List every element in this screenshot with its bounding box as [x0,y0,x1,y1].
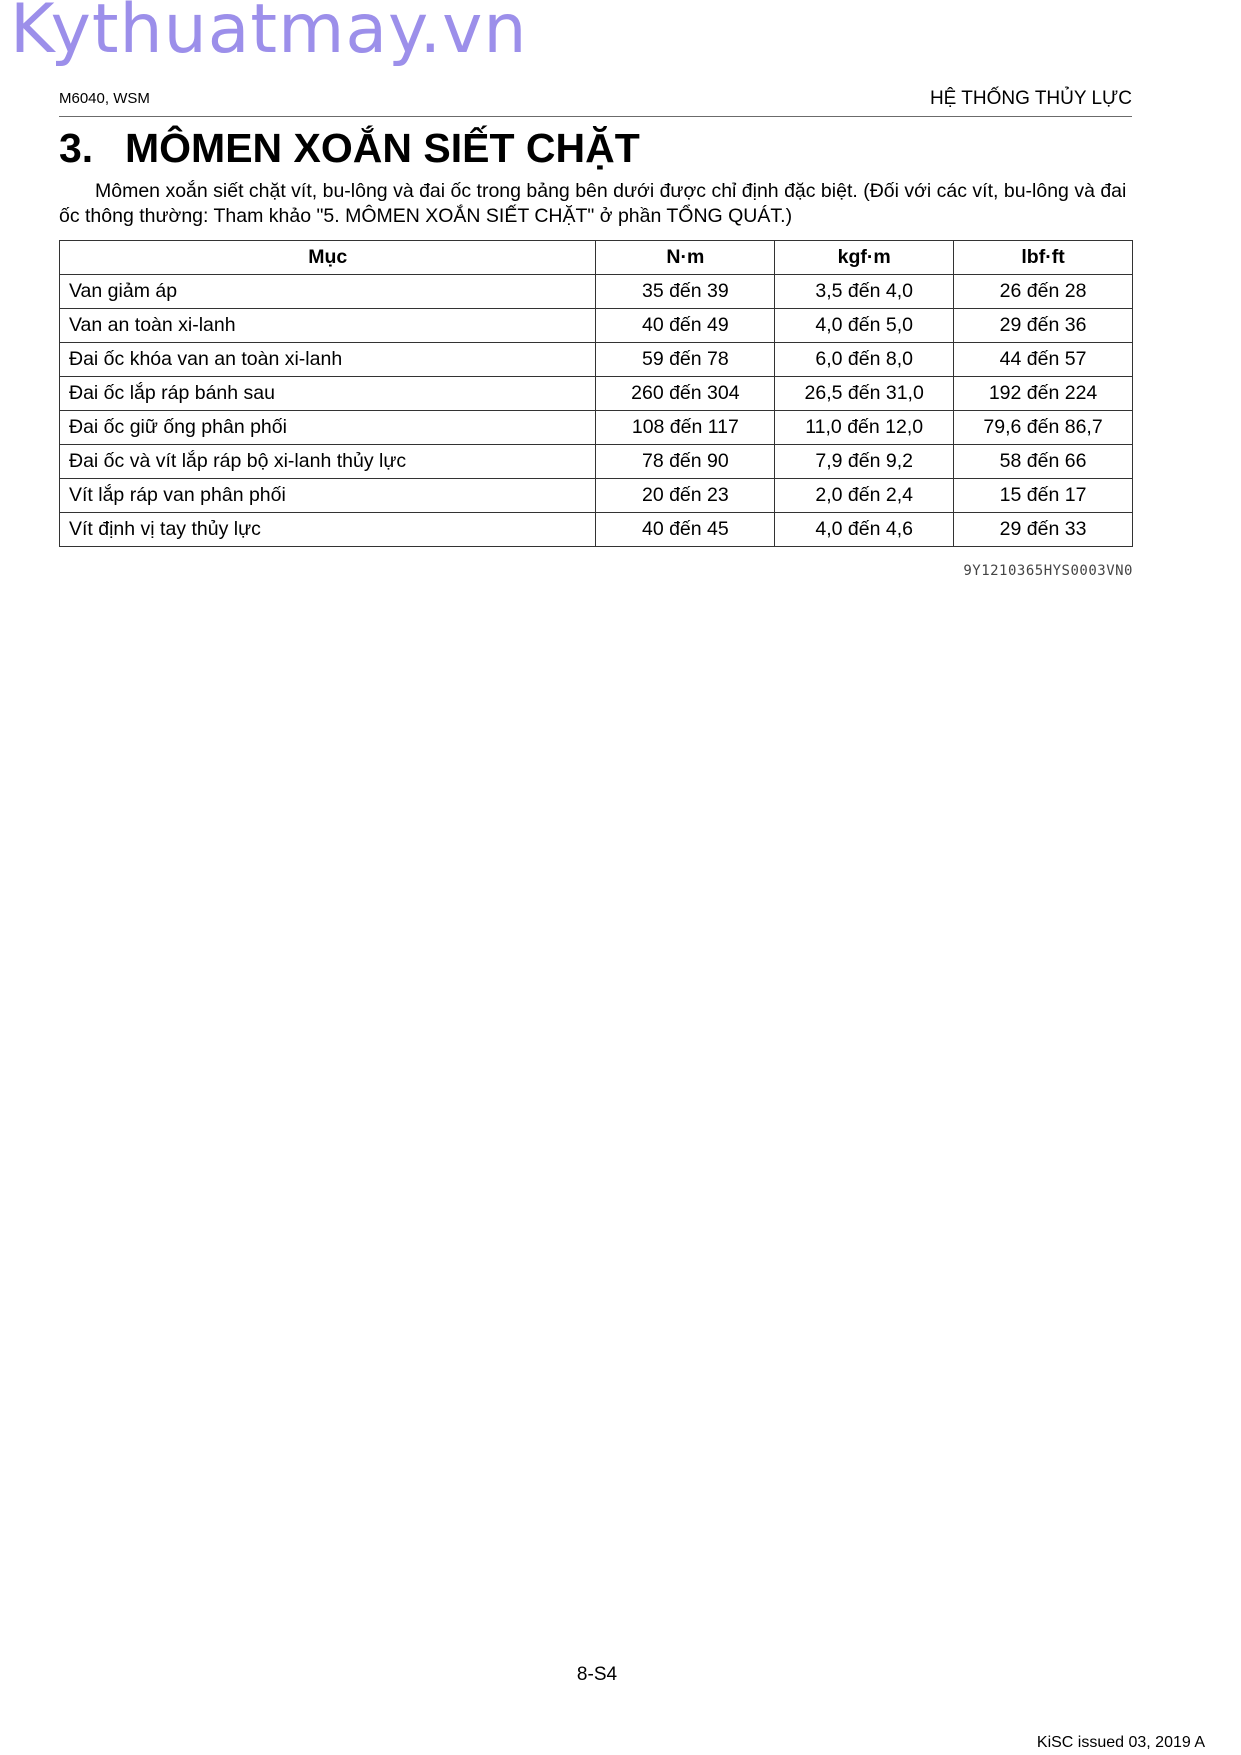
cell-item: Van giảm áp [60,275,596,309]
table-row [60,343,1133,377]
column-header-lbfft: lbf·ft [954,241,1133,275]
column-header-item: Mục [60,241,596,275]
page-number: 8-S4 [576,1664,618,1685]
intro-paragraph: Mômen xoắn siết chặt vít, bu-lông và đai ốc trong bảng bên dưới được chỉ định đặc biệt. (Đối với các vít, bu-lông và đai ốc thông thường: Tham khảo "5. MÔMEN XOẮN SIẾT CHẶT" ở phần TỔNG QUÁT.) [59,180,1127,227]
header-divider [59,116,1132,117]
cell-item: Vít định vị tay thủy lực [60,513,596,547]
issue-note: KiSC issued 03, 2019 A [1036,1734,1205,1751]
table-row [60,275,1133,309]
cell-kgfm: 4,0 đến 4,6 [775,513,954,547]
table-row [60,377,1133,411]
table-header-row [60,241,1133,275]
cell-kgfm: 3,5 đến 4,0 [775,275,954,309]
cell-nm: 59 đến 78 [596,343,775,377]
torque-table [59,240,1133,547]
cell-kgfm: 7,9 đến 9,2 [775,445,954,479]
cell-lbfft: 26 đến 28 [954,275,1133,309]
cell-kgfm: 2,0 đến 2,4 [775,479,954,513]
cell-nm: 78 đến 90 [596,445,775,479]
column-header-nm: N·m [596,241,775,275]
cell-lbfft: 29 đến 36 [954,309,1133,343]
cell-item: Đai ốc giữ ống phân phối [60,411,596,445]
cell-nm: 260 đến 304 [596,377,775,411]
cell-kgfm: 11,0 đến 12,0 [775,411,954,445]
cell-lbfft: 192 đến 224 [954,377,1133,411]
table-row [60,513,1133,547]
cell-kgfm: 4,0 đến 5,0 [775,309,954,343]
column-header-kgfm: kgf·m [775,241,954,275]
table-row [60,479,1133,513]
cell-lbfft: 79,6 đến 86,7 [954,411,1133,445]
cell-kgfm: 26,5 đến 31,0 [775,377,954,411]
cell-item: Đai ốc và vít lắp ráp bộ xi-lanh thủy lực [60,445,596,479]
cell-nm: 108 đến 117 [596,411,775,445]
table-row [60,309,1133,343]
cell-kgfm: 6,0 đến 8,0 [775,343,954,377]
cell-nm: 40 đến 49 [596,309,775,343]
table-row [60,445,1133,479]
cell-item: Van an toàn xi-lanh [60,309,596,343]
section-title: MÔMEN XOẮN SIẾT CHẶT [125,125,640,171]
header-model: M6040, WSM [59,90,150,107]
section-heading [59,126,640,171]
header-chapter: HỆ THỐNG THỦY LỰC [929,88,1132,109]
cell-nm: 35 đến 39 [596,275,775,309]
cell-lbfft: 58 đến 66 [954,445,1133,479]
cell-lbfft: 15 đến 17 [954,479,1133,513]
section-number: 3. [59,125,94,171]
cell-item: Đai ốc khóa van an toàn xi-lanh [60,343,596,377]
document-code: 9Y1210365HYS0003VN0 [963,563,1133,579]
cell-nm: 20 đến 23 [596,479,775,513]
cell-item: Đai ốc lắp ráp bánh sau [60,377,596,411]
cell-item: Vít lắp ráp van phân phối [60,479,596,513]
watermark-logo: Kythuatmay.vn [10,0,528,69]
table-row [60,411,1133,445]
cell-lbfft: 44 đến 57 [954,343,1133,377]
cell-nm: 40 đến 45 [596,513,775,547]
cell-lbfft: 29 đến 33 [954,513,1133,547]
